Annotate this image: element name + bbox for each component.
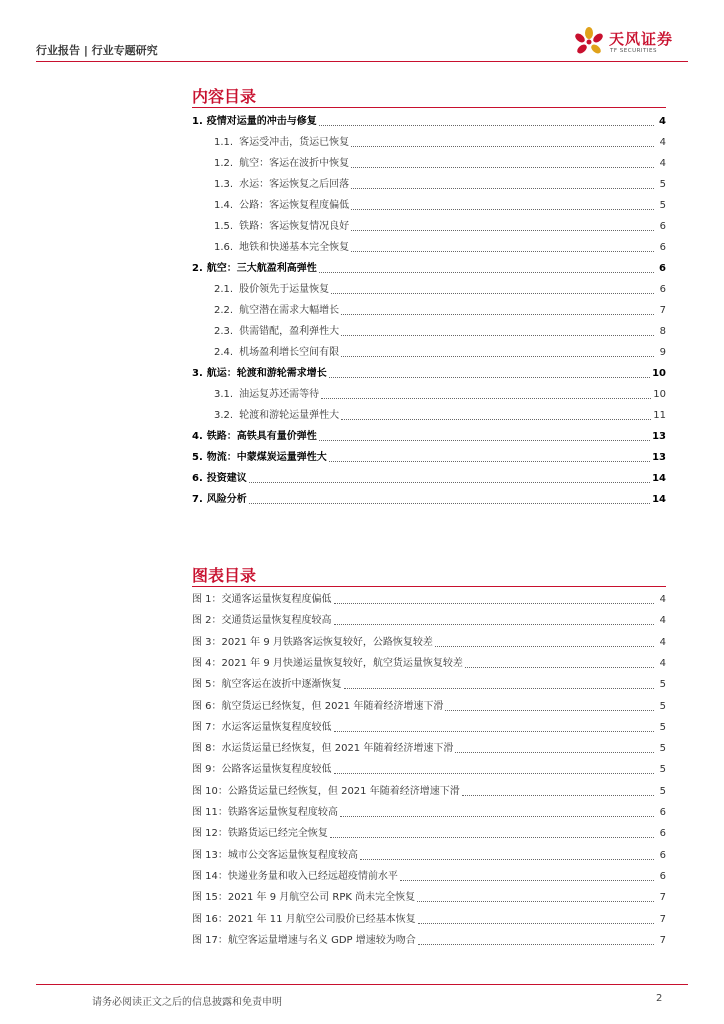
toc-entry-number: 2.4. — [214, 347, 234, 358]
toc-entry[interactable] — [192, 112, 666, 128]
toc-title-rule — [192, 107, 666, 108]
figure-entry-page: 5 — [659, 764, 666, 776]
toc-entry-number: 1.3. — [214, 179, 234, 190]
toc-entry[interactable] — [192, 175, 666, 191]
figure-entry-title: 交通货运量恢复程度较高 — [221, 615, 332, 627]
dot-leader — [417, 901, 654, 902]
dot-leader — [418, 944, 654, 945]
figure-entry-title: 公路货运量已经恢复，但 2021 年随着经济增速下滑 — [227, 785, 460, 797]
figure-entry-label: 图 13： — [192, 849, 228, 861]
toc-entry-title: 航空：客运在波折中恢复 — [239, 158, 350, 169]
dot-leader — [351, 146, 654, 147]
dot-leader — [334, 731, 654, 732]
dot-leader — [344, 688, 654, 689]
figure-entry-title: 城市公交客运量恢复程度较高 — [227, 849, 358, 861]
figure-entry-page: 5 — [659, 743, 666, 755]
figure-entry-title: 公路客运量恢复程度较低 — [221, 764, 332, 776]
figure-entry-title: 水运客运量恢复程度较低 — [221, 721, 332, 733]
dot-leader — [445, 710, 654, 711]
figure-entry-page: 6 — [659, 828, 666, 840]
toc-entry-page: 7 — [659, 305, 666, 316]
logo-name-cn: 天风证券 — [609, 30, 674, 48]
toc-entry-page: 13 — [652, 431, 666, 442]
toc-entry-title: 机场盈利增长空间有限 — [239, 347, 340, 358]
figure-entry-label: 图 11： — [192, 807, 228, 818]
figure-entry-page: 5 — [659, 785, 666, 797]
toc-entry[interactable] — [192, 196, 666, 212]
figure-entry[interactable] — [192, 888, 666, 904]
figure-entry[interactable] — [192, 846, 666, 862]
toc-entry-title: 铁路：客运恢复情况良好 — [239, 221, 350, 232]
header-divider — [36, 61, 688, 62]
toc-entry-title: 风险分析 — [206, 494, 247, 505]
dot-leader — [329, 461, 650, 462]
figure-entry[interactable] — [192, 633, 666, 649]
toc-entry[interactable] — [192, 154, 666, 170]
figure-entry-label: 图 8： — [192, 743, 222, 755]
toc-entry-page: 8 — [659, 326, 666, 337]
toc-entry[interactable] — [192, 280, 666, 296]
toc-entry-number: 1.4. — [214, 200, 234, 211]
figure-entry-page: 6 — [659, 849, 666, 861]
figure-entry-label: 图 17： — [192, 934, 228, 946]
toc-entry-page: 11 — [653, 410, 666, 421]
figure-entry[interactable] — [192, 782, 666, 798]
toc-entry[interactable] — [192, 238, 666, 254]
dot-leader — [400, 880, 654, 881]
dot-leader — [341, 335, 654, 336]
figure-entry-page: 6 — [659, 807, 666, 818]
dot-leader — [351, 167, 654, 168]
figure-entry[interactable] — [192, 803, 666, 819]
toc-entry-title: 公路：客运恢复程度偏低 — [239, 200, 350, 211]
logo-name-en: TF SECURITIES — [610, 48, 657, 54]
figure-entry-label: 图 12： — [192, 828, 228, 840]
figure-entry-title: 航空货运已经恢复，但 2021 年随着经济增速下滑 — [221, 700, 444, 712]
figure-entry-page: 5 — [659, 700, 666, 712]
toc-entry-page: 5 — [659, 179, 666, 190]
dot-leader — [351, 188, 654, 189]
dot-leader — [351, 209, 654, 210]
figure-entry[interactable] — [192, 675, 666, 691]
figure-entry-title: 铁路货运已经完全恢复 — [227, 828, 328, 840]
dot-leader — [341, 314, 654, 315]
toc-entry-page: 6 — [659, 221, 666, 232]
dot-leader — [465, 667, 654, 668]
toc-entry[interactable] — [192, 427, 666, 443]
figure-entry-label: 图 7： — [192, 721, 222, 733]
figure-entry-title: 水运货运量已经恢复，但 2021 年随着经济增速下滑 — [221, 743, 454, 755]
figure-entry-page: 4 — [659, 657, 666, 669]
dot-leader — [340, 816, 654, 817]
figure-entry-page: 7 — [659, 892, 666, 904]
figure-entry-title: 航空客运量增速与名义 GDP 增速较为吻合 — [227, 934, 416, 946]
figure-entry-label: 图 10： — [192, 785, 228, 797]
toc-entry-number: 1.1. — [214, 137, 234, 148]
figure-entry-label: 图 6： — [192, 700, 222, 712]
toc-entry-page: 14 — [652, 473, 666, 484]
toc-entry-title: 水运：客运恢复之后回落 — [239, 179, 350, 190]
dot-leader — [249, 503, 650, 504]
figure-entry[interactable] — [192, 867, 666, 883]
toc-entry-number: 2.2. — [214, 305, 234, 316]
toc-entry-number: 1.6. — [214, 242, 234, 253]
toc-entry[interactable] — [192, 490, 666, 506]
toc-entry-number: 2.1. — [214, 284, 234, 295]
dot-leader — [319, 125, 654, 126]
toc-entry[interactable] — [192, 322, 666, 338]
dot-leader — [455, 752, 654, 753]
dot-leader — [319, 440, 650, 441]
toc-entry-title: 客运受冲击，货运已恢复 — [239, 137, 350, 148]
toc-entry-number: 3.1. — [214, 389, 234, 400]
figure-entry-title: 2021 年 9 月快递运量恢复较好，航空货运量恢复较差 — [221, 657, 463, 669]
figure-entry-label: 图 4： — [192, 657, 222, 669]
toc-entry-page: 4 — [659, 158, 666, 169]
toc-entry-number: 4. — [192, 431, 203, 442]
toc-entry-number: 1.2. — [214, 158, 234, 169]
figure-entry[interactable] — [192, 611, 666, 627]
toc-entry-title: 疫情对运量的冲击与修复 — [206, 116, 317, 127]
toc-entry-title: 物流：中蒙煤炭运量弹性大 — [206, 452, 327, 463]
dot-leader — [319, 272, 654, 273]
toc-entry[interactable] — [192, 133, 666, 149]
figure-entry[interactable] — [192, 739, 666, 755]
footer-divider — [36, 984, 688, 985]
toc-entry-page: 6 — [659, 242, 666, 253]
figure-entry-label: 图 3： — [192, 636, 222, 648]
report-category: 行业报告 | 行业专题研究 — [36, 44, 158, 57]
figure-entry-label: 图 16： — [192, 913, 228, 925]
dot-leader — [334, 624, 654, 625]
toc-entry-number: 7. — [192, 494, 203, 505]
toc-entry-number: 5. — [192, 452, 203, 463]
toc-entry-page: 10 — [653, 389, 666, 400]
figure-entry-title: 航空客运在波折中逐渐恢复 — [221, 679, 342, 691]
toc-entry-page: 14 — [652, 494, 666, 505]
toc-entry-page: 6 — [659, 263, 666, 274]
figure-entry[interactable] — [192, 718, 666, 734]
dot-leader — [462, 795, 654, 796]
page-number: 2 — [656, 993, 663, 1004]
dot-leader — [435, 646, 654, 647]
toc-entry-page: 5 — [659, 200, 666, 211]
toc-entry-page: 9 — [659, 347, 666, 358]
toc-entry[interactable] — [192, 385, 666, 401]
figure-entry-page: 7 — [659, 913, 666, 925]
toc-entry-number: 6. — [192, 473, 203, 484]
figure-entry-page: 4 — [659, 594, 666, 605]
toc-entry-title: 航运：轮渡和游轮需求增长 — [206, 368, 327, 379]
dot-leader — [321, 398, 651, 399]
dot-leader — [351, 230, 654, 231]
toc-entry[interactable] — [192, 259, 666, 275]
figure-entry[interactable] — [192, 910, 666, 926]
toc-entry-number: 2. — [192, 263, 203, 274]
toc-entry-number: 3. — [192, 368, 203, 379]
figure-entry-title: 交通客运量恢复程度偏低 — [221, 594, 332, 605]
toc-entry-title: 供需错配，盈利弹性大 — [239, 326, 340, 337]
dot-leader — [341, 419, 651, 420]
toc-entry[interactable] — [192, 343, 666, 359]
toc-entry-page: 4 — [659, 116, 666, 127]
figure-entry-label: 图 14： — [192, 870, 228, 882]
figure-entry-page: 4 — [659, 636, 666, 648]
toc-entry[interactable] — [192, 217, 666, 233]
toc-entry-title: 航空：三大航盈利高弹性 — [206, 263, 317, 274]
figure-entry-label: 图 15： — [192, 892, 228, 904]
figure-entry-page: 6 — [659, 870, 666, 882]
figure-entry[interactable] — [192, 654, 666, 670]
toc-entry-number: 1.5. — [214, 221, 234, 232]
figure-entry-label: 图 9： — [192, 764, 222, 776]
figure-entry-title: 2021 年 11 月航空公司股价已经基本恢复 — [227, 913, 416, 925]
dot-leader — [418, 923, 654, 924]
logo-flower-icon — [571, 24, 607, 60]
figure-entry[interactable] — [192, 697, 666, 713]
dot-leader — [334, 603, 654, 604]
dot-leader — [351, 251, 654, 252]
figure-entry-label: 图 2： — [192, 615, 222, 627]
toc-title: 内容目录 — [192, 87, 257, 106]
figure-entry-page: 5 — [659, 679, 666, 691]
figure-entry-label: 图 5： — [192, 679, 222, 691]
figure-entry-page: 7 — [659, 934, 666, 946]
toc-entry-number: 1. — [192, 116, 203, 127]
figures-title-rule — [192, 586, 666, 587]
figure-entry-page: 5 — [659, 721, 666, 733]
figure-entry-title: 2021 年 9 月铁路客运恢复较好，公路恢复较差 — [221, 636, 433, 648]
toc-entry-title: 油运复苏还需等待 — [239, 389, 320, 400]
figure-entry-page: 4 — [659, 615, 666, 627]
toc-entry-page: 6 — [659, 284, 666, 295]
dot-leader — [334, 773, 654, 774]
dot-leader — [330, 837, 654, 838]
figure-entry-label: 图 1： — [192, 594, 222, 605]
figure-entry[interactable] — [192, 760, 666, 776]
figure-entry[interactable] — [192, 824, 666, 840]
figure-entry[interactable] — [192, 931, 666, 947]
dot-leader — [341, 356, 654, 357]
toc-entry-title: 铁路：高铁具有量价弹性 — [206, 431, 317, 442]
toc-entry[interactable] — [192, 469, 666, 485]
toc-entry[interactable] — [192, 364, 666, 380]
figure-entry-title: 铁路客运量恢复程度较高 — [227, 807, 338, 818]
toc-entry-title: 航空潜在需求大幅增长 — [239, 305, 340, 316]
toc-entry[interactable] — [192, 406, 666, 422]
dot-leader — [331, 293, 654, 294]
toc-entry-title: 地铁和快递基本完全恢复 — [239, 242, 350, 253]
footer-disclaimer: 请务必阅读正文之后的信息披露和免责申明 — [92, 997, 282, 1008]
dot-leader — [329, 377, 650, 378]
figure-entry-title: 快递业务量和收入已经远超疫情前水平 — [227, 870, 398, 882]
toc-entry-page: 10 — [652, 368, 666, 379]
toc-entry-number: 2.3. — [214, 326, 234, 337]
toc-entry[interactable] — [192, 301, 666, 317]
toc-entry-title: 股价领先于运量恢复 — [239, 284, 330, 295]
toc-entry-page: 13 — [652, 452, 666, 463]
toc-entry-title: 投资建议 — [206, 473, 247, 484]
figure-entry-title: 2021 年 9 月航空公司 RPK 尚未完全恢复 — [227, 892, 416, 904]
figure-entry[interactable] — [192, 590, 666, 606]
dot-leader — [360, 859, 654, 860]
figures-title: 图表目录 — [192, 566, 257, 585]
company-logo — [571, 24, 691, 60]
dot-leader — [249, 482, 650, 483]
toc-entry-page: 4 — [659, 137, 666, 148]
toc-entry-title: 轮渡和游轮运量弹性大 — [239, 410, 340, 421]
toc-entry[interactable] — [192, 448, 666, 464]
toc-entry-number: 3.2. — [214, 410, 234, 421]
